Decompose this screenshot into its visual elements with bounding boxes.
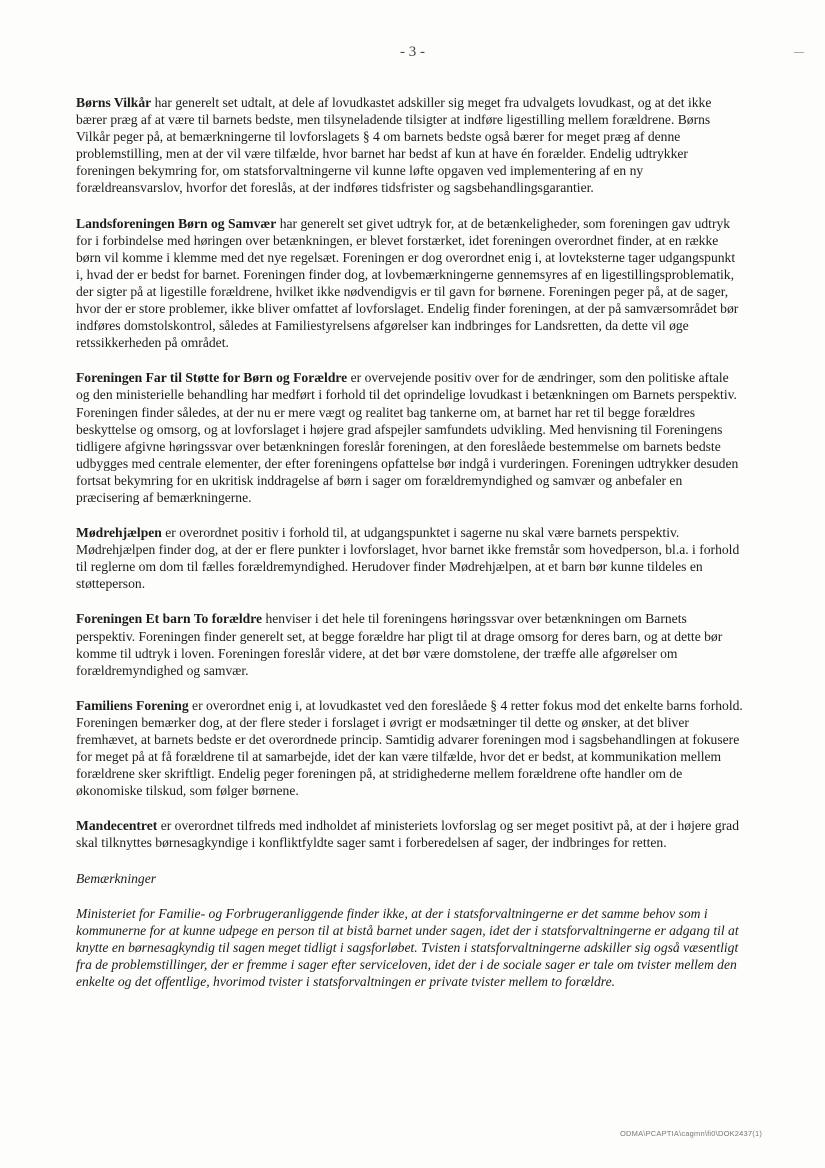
paragraph-modrehjaelpen: [76, 524, 744, 592]
paragraph-borns-vilkar: [76, 94, 744, 197]
remarks-text: Ministeriet for Familie- og Forbrugeranliggende finder ikke, at der i statsforvaltningerne er det samme behov som i kommunerne for at kunne udpege en person til at bistå barnet under sagen, idet der i statsforvaltningerne er adgang til at knytte en børnesagkyndig til sagen meget tidligt i sagsforløbet. Tvisten i statsforvaltningerne adskiller sig også væsentligt fra de problemstillinger, der er fremme i sager efter serviceloven, idet der i de sociale sager er tale om tvister mellem den enkelte og det offentlige, hvorimod tvister i statsforvaltningen er private tvister mellem to forældre.: [76, 905, 739, 990]
paragraph-text: er overordnet tilfreds med indholdet af ministeriets lovforslag og ser meget positivt på, at der i højere grad skal tilknyttes børnesagkyndige i konfliktfyldte sager samt i forberedelsen af sager, der indbringes for retten.: [76, 818, 740, 851]
remarks-heading: Bemærkninger: [76, 870, 157, 886]
page-number: - 3 -: [400, 44, 425, 60]
organization-name: Mødrehjælpen: [76, 525, 162, 541]
organization-name: Familiens Forening: [76, 697, 189, 713]
organization-name: Mandecentret: [76, 818, 158, 834]
organization-name: Børns Vilkår: [76, 95, 152, 110]
paragraph-text: er overordnet positiv i forhold til, at udgangspunktet i sagerne nu skal være barnets perspektiv. Mødrehjælpen finder dog, at der er flere punkter i lovforslaget, hvor barnet ikke fremstår som hovedperson, bl.a. i forhold til reglerne om dom til fælles forældremyndighed. Herudover finder Mødrehjælpen, at et barn bør kunne tildeles en støtteperson.: [76, 525, 740, 592]
organization-name: Landsforeningen Børn og Samvær: [76, 215, 277, 231]
paragraph-text: henviser i det hele til foreningens høringssvar over betænkningen om Barnets perspektiv. Foreningen finder generelt set, at begge forældre har pligt til at drage omsorg for deres barn, og at dette bør komme til udtryk i loven. Foreningen foreslår videre, at det bør være domstolene, der træffe alle afgørelser om forældremyndighed og samvær.: [76, 611, 723, 678]
document-reference-code: ODMA\PCAPTIA\cagmn\fi0\DOK2437(1): [620, 1129, 763, 1138]
paragraph-et-barn-to-foraeldre: [76, 610, 744, 678]
paragraph-far-til-stotte: [76, 369, 744, 506]
organization-name: Foreningen Far til Støtte for Børn og Forældre: [76, 370, 348, 386]
organization-name: Foreningen Et barn To forældre: [76, 611, 263, 627]
paragraph-text: har generelt set udtalt, at dele af lovudkastet adskiller sig meget fra udvalgets lovudkast, og at det ikke bærer præg af at være til barnets bedste, men tilsyneladende tilsigter at indføre ligestilling mellem forældrene. Børns Vilkår peger på, at bemærkningerne til lovforslagets § 4 om barnets bedste også bærer for meget præg af denne problemstilling, men at der vil være tilfælde, hvor barnet har bedst af kun at have én forælder. Endelig udtrykker foreningen bekymring for, om statsforvaltningerne vil kunne løfte opgaven ved implementering af en ny forældreansvarslov, hvorfor det foreslås, at der indføres tidsfrister og sagsbehandlingsgarantier.: [76, 95, 712, 196]
paragraph-landsforeningen: [76, 215, 744, 352]
paragraph-text: er overvejende positiv over for de ændringer, som den politiske aftale og den ministerielle behandling har medført i forhold til det oprindelige lovudkast i betænkningen om Barnets perspektiv. Foreningen finder således, at der nu er mere vægt og realitet bag tankerne om, at barnet har ret til begge forældres beskyttelse og omsorg, og at lovforslaget i højere grad afspejler samfundets udvikling. Med henvisning til Foreningens tidligere afgivne høringssvar over betænkningen foreslår foreningen, at den foreslåede bestemmelse om barnets bedste udbygges med centrale elementer, der efter foreningens opfattelse bør indgå i vurderingen. Foreningen udtrykker desuden fortsat bekymring for en ukritisk inddragelse af børn i sager om forældremyndighed og samvær og anbefaler en præcisering af bemærkningerne.: [76, 370, 739, 505]
document-body: [76, 94, 744, 990]
paragraph-text: har generelt set givet udtryk for, at de betænkeligheder, som foreningen gav udtryk for i forbindelse med høringen over betænkningen, er blevet forstærket, idet foreningen overordnet finder, at en række børn vil komme i klemme med det nye regelsæt. Foreningen er dog overordnet enig i, at lovteksterne tager udgangspunkt i, hvad der er bedst for barnet. Foreningen finder dog, at lovbemærkningerne gennemsyres af en ligestillingsproblematik, der sigter på at ligestille forældrene, hvilket ikke nødvendigvis er til gavn for børnene. Foreningen peger på, at de sager, hvor der er store problemer, ikke bliver omfattet af lovforslaget. Endelig finder foreningen, at der på samværsområdet bør indføres domstolskontrol, således at Familiestyrelsens afgørelser kan indbringes for Landsretten, da dette vil øge retssikkerheden på området.: [76, 215, 739, 351]
paragraph-mandecentret: [76, 817, 744, 851]
corner-mark: [794, 52, 804, 63]
paragraph-text: er overordnet enig i, at lovudkastet ved den foreslåede § 4 retter fokus mod det enkelte barns forhold. Foreningen bemærker dog, at der flere steder i forslaget i øvrigt er modsætninger til dette og ønsker, at det bliver fremhævet, at barnets bedste er det overordnede princip. Samtidig advarer foreningen mod i sagsbehandlingen at fokusere for meget på at få forældrene til at samarbejde, idet der kan være tilfælde, hvor det er bedst, at kommunikation mellem forældrene sker skriftligt. Endelig peger foreningen på, at stridighederne mellem forældrene ofte handler om de økonomiske tilskud, som følger børnene.: [76, 697, 743, 799]
paragraph-familiens-forening: [76, 697, 744, 800]
